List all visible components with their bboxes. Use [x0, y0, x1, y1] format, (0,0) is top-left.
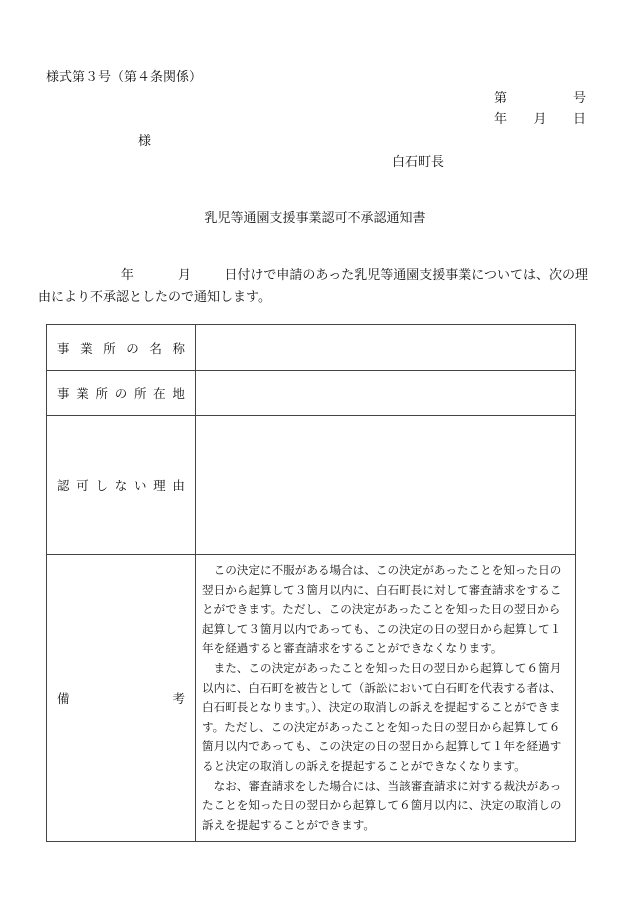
date-day: 日	[572, 112, 586, 127]
value-remarks	[196, 555, 576, 842]
label-remarks	[47, 555, 196, 842]
remarks-paragraph: なお、審査請求をした場合には、当該審査請求に対する裁決があったことを知った日の翌日から起算して６箇月以内に、決定の取消しの訴えを提起することができます。	[202, 778, 562, 832]
label-business-name	[47, 325, 196, 371]
label-char: 業	[80, 340, 93, 356]
label-char: 認	[57, 478, 70, 493]
date-month: 月	[533, 112, 547, 127]
label-char: 所	[133, 386, 147, 401]
row-business-address	[47, 371, 576, 416]
intro-line1: 日付けで申請のあった乳児等通園支援事業については、次の理	[224, 268, 589, 283]
row-reason	[47, 416, 576, 555]
row-remarks	[47, 555, 576, 842]
doc-no-suffix: 号	[572, 91, 586, 106]
label-char: 在	[153, 386, 166, 401]
label-business-address	[47, 371, 196, 416]
value-reason	[196, 416, 576, 555]
label-char: の	[126, 340, 139, 356]
form-number: 様式第３号（第４条関係）	[46, 70, 203, 85]
intro-month: 月	[177, 268, 191, 283]
value-business-address	[196, 371, 576, 416]
addressee: 様	[138, 134, 152, 149]
label-char: 所	[103, 340, 116, 356]
remarks-text	[196, 555, 575, 841]
label-char: い	[133, 478, 147, 493]
value-business-name	[196, 325, 576, 371]
label-char: 理	[153, 478, 166, 493]
issue-date-line	[494, 108, 586, 127]
intro-paragraph	[38, 265, 588, 309]
label-char: 可	[76, 478, 89, 493]
label-char: 地	[172, 386, 185, 401]
label-char: 考	[172, 691, 185, 707]
row-business-name	[47, 325, 576, 371]
label-char: 由	[172, 478, 185, 493]
label-char: 所	[95, 386, 108, 401]
label-char: 事	[57, 386, 70, 401]
notice-table	[46, 324, 576, 842]
intro-year: 年	[120, 268, 134, 283]
document-number-line	[494, 87, 586, 106]
label-char: 事	[57, 340, 70, 356]
intro-line2: 由により不承認としたので通知します。	[38, 290, 271, 305]
document-title: 乳児等通園支援事業認可不承認通知書	[204, 211, 426, 226]
label-char: 備	[57, 691, 70, 707]
remarks-paragraph: この決定に不服がある場合は、この決定があったことを知った日の翌日から起算して３箇月以内に、白石町長に対して審査請求をすることができます。ただし、この決定があったことを知った日の翌日から起算して３箇月以内であっても、この決定の日の翌日から起算して１年を経過すると審査請求をすることができなくなります。	[202, 563, 562, 656]
label-char: の	[114, 386, 128, 401]
date-year: 年	[494, 112, 508, 127]
doc-no-prefix: 第	[494, 91, 508, 106]
label-reason	[47, 416, 196, 555]
remarks-paragraph: また、この決定があったことを知った日の翌日から起算して６箇月以内に、白石町を被告として（訴訟において白石町を代表する者は、白石町長となります。）、決定の取消しの訴えを提起することができます。ただし、この決定があったことを知った日の翌日から起算して６箇月以内であっても、この決定の日の翌日から起算して１年を経過すると決定の取消しの訴えを提起することができなくなります。	[202, 660, 562, 773]
label-char: し	[95, 478, 108, 493]
label-char: な	[114, 478, 128, 493]
label-char: 称	[172, 340, 185, 356]
label-char: 名	[149, 340, 162, 356]
label-char: 業	[76, 386, 89, 401]
issuer: 白石町長	[392, 155, 445, 170]
